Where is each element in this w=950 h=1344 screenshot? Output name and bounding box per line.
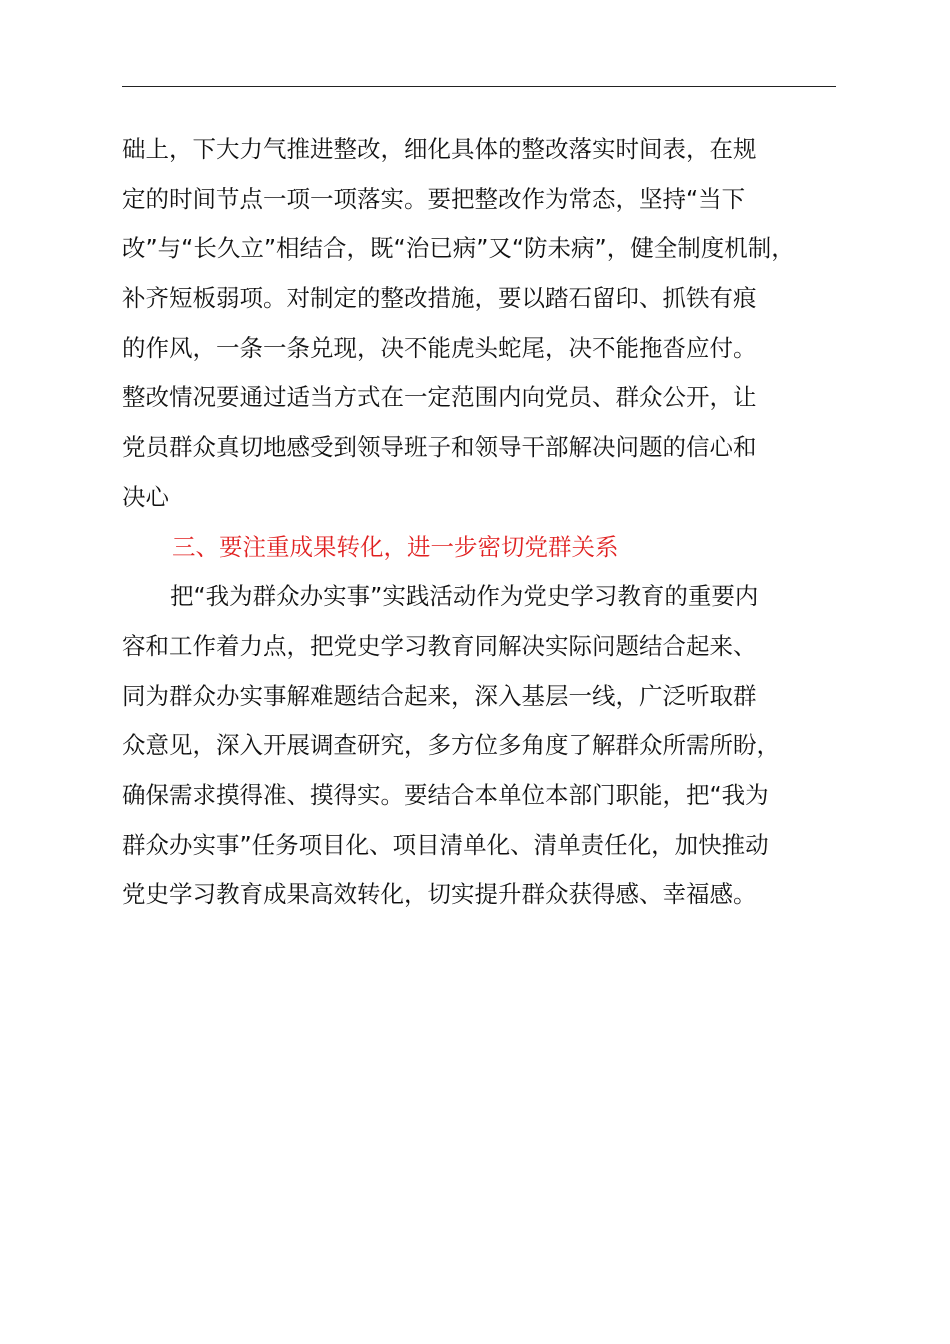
paragraph-line: 定的时间节点一项一项落实。要把整改作为常态，坚持“当下 — [122, 184, 746, 213]
paragraph-line: 决心 — [122, 482, 169, 511]
paragraph-line: 础上，下大力气推进整改，细化具体的整改落实时间表，在规 — [122, 135, 757, 163]
paragraph-line: 同为群众办实事解难题结合起来，深入基层一线，广泛听取群 — [122, 681, 757, 710]
paragraph-line: 党史学习教育成果高效转化，切实提升群众获得感、幸福感。 — [122, 880, 757, 909]
paragraph-line: 容和工作着力点，把党史学习教育同解决实际问题结合起来、 — [122, 631, 757, 660]
paragraph-line: 确保需求摸得准、摸得实。要结合本单位本部门职能，把“我为 — [122, 780, 769, 809]
paragraph-line: 群众办实事”任务项目化、项目清单化、清单责任化，加快推动 — [122, 830, 769, 859]
body-text — [122, 125, 867, 920]
paragraph-line: 整改情况要通过适当方式在一定范围内向党员、群众公开，让 — [122, 383, 757, 412]
paragraph-line: 众意见，深入开展调查研究，多方位多角度了解群众所需所盼， — [122, 731, 780, 760]
paragraph-line: 把“我为群众办实事”实践活动作为党史学习教育的重要内 — [170, 582, 759, 611]
paragraph-line: 补齐短板弱项。对制定的整改措施，要以踏石留印、抓铁有痕 — [122, 284, 757, 313]
section-heading: 三、要注重成果转化，进一步密切党群关系 — [172, 532, 619, 561]
paragraph-line: 改”与“长久立”相结合，既“治已病”又“防未病”，健全制度机制， — [122, 234, 795, 263]
paragraph-line: 党员群众真切地感受到领导班子和领导干部解决问题的信心和 — [122, 433, 757, 462]
header-rule — [122, 86, 836, 87]
paragraph-line: 的作风，一条一条兑现，决不能虎头蛇尾，决不能拖沓应付。 — [122, 333, 757, 362]
